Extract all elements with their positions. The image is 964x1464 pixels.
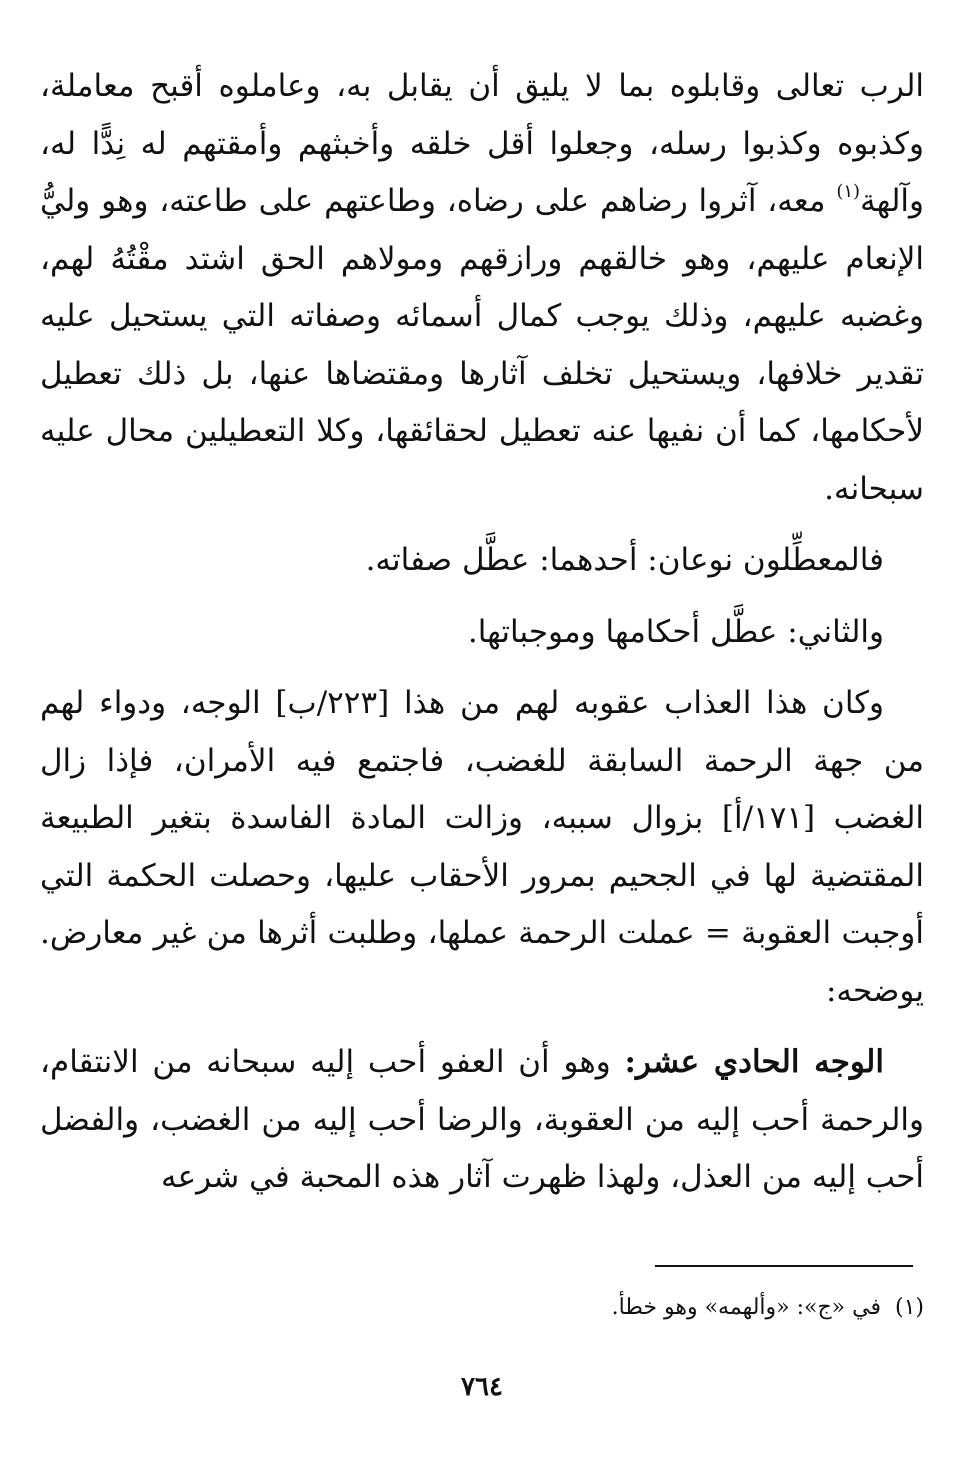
- paragraph-1: [40, 58, 924, 518]
- paragraph-1-text-before: الرب تعالى وقابلوه بما لا يليق أن يقابل به، وعاملوه أقبح معاملة، وكذبوه وكذبوا رسله، وجعلوا أقل خلقه وأخبثهم وأمقتهم له نِدًّا له، وآلهة: [40, 68, 924, 219]
- paragraph-3: والثاني: عطَّل أحكامها وموجباتها.: [467, 613, 884, 650]
- page-number: ٧٦٤: [461, 1372, 503, 1402]
- footnote-separator: [655, 1265, 913, 1267]
- paragraph-4: وكان هذا العذاب عقوبه لهم من هذا [٢٢٣/ب] الوجه، ودواء لهم من جهة الرحمة السابقة للغضب، فاجتمع فيه الأمران، فإذا زال الغضب [١٧١/أ] بزوال سببه، وزالت المادة الفاسدة بتغير الطبيعة المقتضية لها في الجحيم بمرور الأحقاب عليها، وحصلت الحكمة التي أوجبت العقوبة = عملت الرحمة عملها، وطلبت أثرها من غير معارض. يوضحه:: [40, 685, 924, 1009]
- paragraph-2: فالمعطِّلون نوعان: أحدهما: عطَّل صفاته.: [365, 542, 884, 578]
- footnote-text: في «ج»: «وألهمه» وهو خطأ.: [611, 1295, 881, 1320]
- footnote-reference: (١): [836, 181, 861, 202]
- page-body: [40, 58, 924, 1207]
- paragraph-1-text-after: معه، آثروا رضاهم على رضاه، وطاعتهم على طاعته، وهو وليُّ الإنعام عليهم، وهو خالقهم ورازقهم ومولاهم الحق اشتد مقْتُهُ لهم، وغضبه عليهم، وذلك يوجب كمال أسمائه وصفاته التي يستحيل عليه تقدير خلافها، ويستحيل تخلف آثارها ومقتضاها عنها، بل ذلك تعطيل لأحكامها، كما أن نفيها عنه تعطيل لحقائقها، وكلا التعطيلين محال عليه سبحانه.: [40, 183, 924, 507]
- paragraph-5: [40, 1034, 924, 1207]
- section-heading-inline: الوجه الحادي عشر:: [624, 1044, 884, 1080]
- footnote-number: (١): [894, 1295, 924, 1320]
- footnote: [40, 1290, 924, 1326]
- paragraph-5-text: وهو أن العفو أحب إليه سبحانه من الانتقام، والرحمة أحب إليه من العقوبة، والرضا أحب إليه من الغضب، والفضل أحب إليه من العذل، ولهذا ظهرت آثار هذه المحبة في شرعه: [40, 1044, 924, 1195]
